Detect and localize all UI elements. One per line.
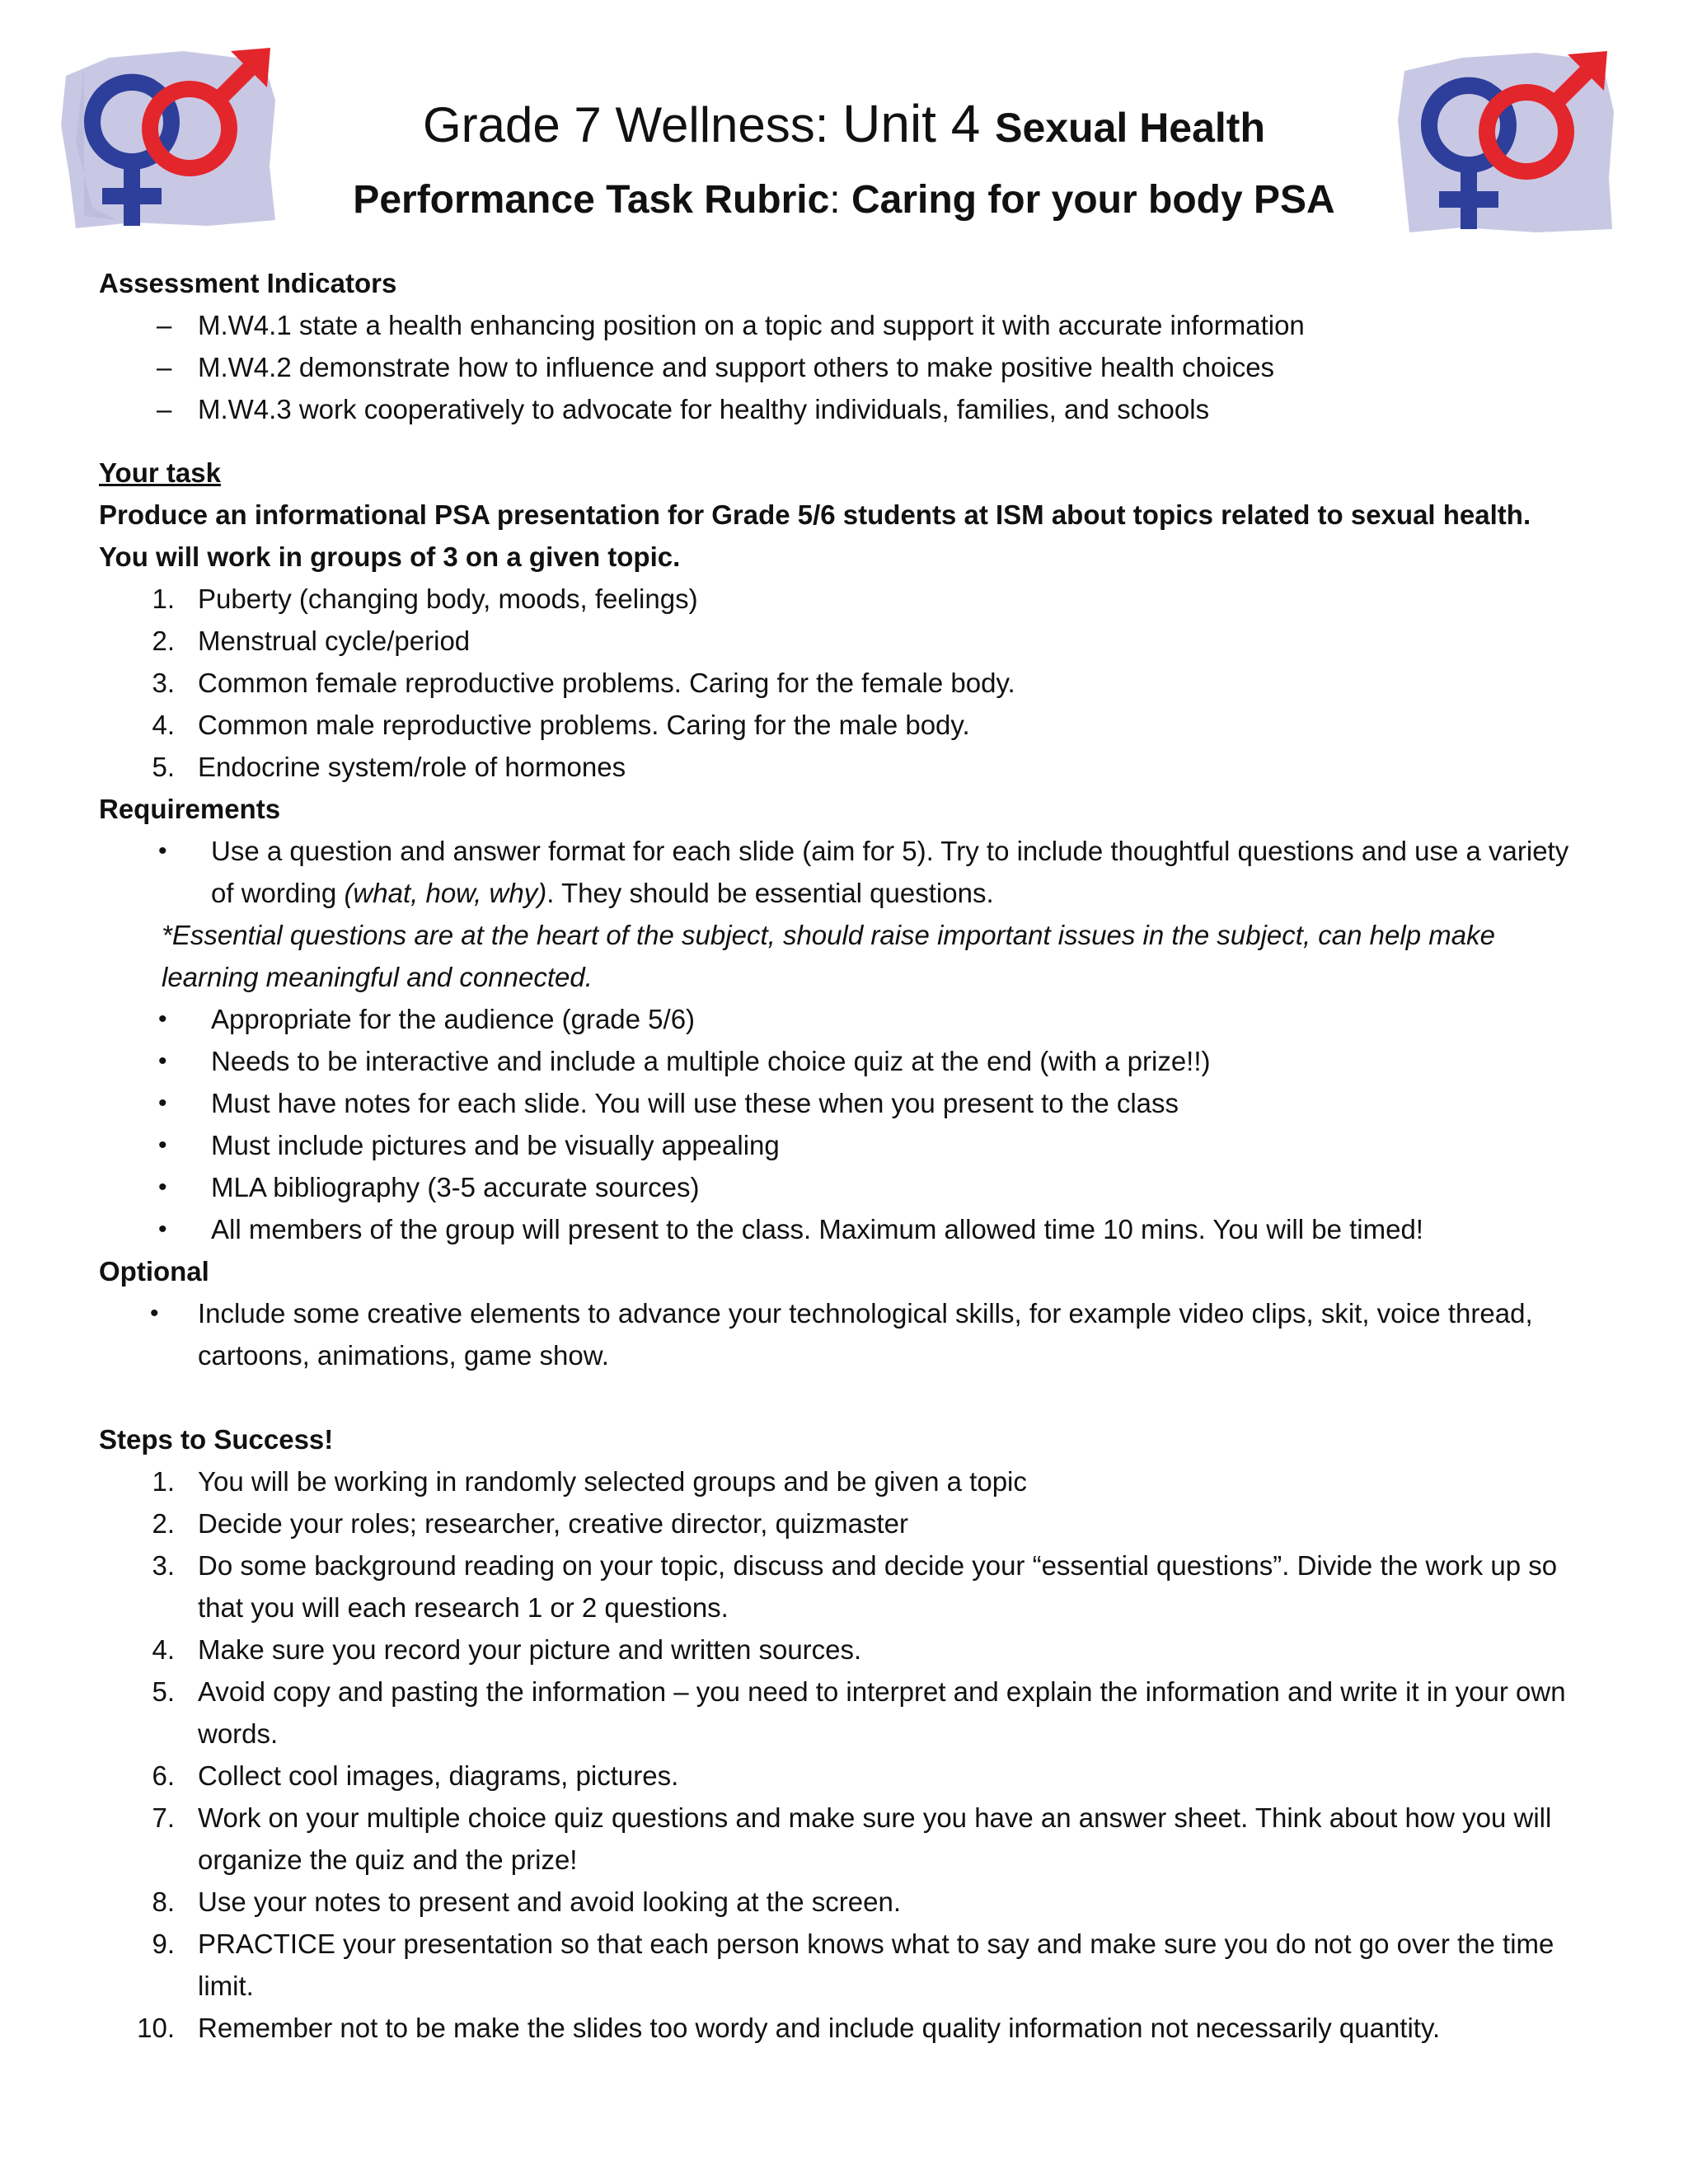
step-number: 1.: [152, 1466, 175, 1497]
step-item: [99, 1923, 1582, 2007]
step-text: You will be working in randomly selected groups and be given a topic: [198, 1466, 1027, 1497]
requirement-text: Must include pictures and be visually appealing: [211, 1130, 780, 1160]
assessment-item: [99, 388, 1582, 430]
steps-list: [99, 1460, 1582, 2049]
bullet-marker: •: [158, 1174, 167, 1201]
requirement-item: [99, 1124, 1582, 1166]
bullet-marker: •: [150, 1300, 159, 1327]
step-text: Do some background reading on your topic, discuss and decide your “essential questions”. Divide the work up so that you will each research 1 or 2 questions.: [198, 1550, 1558, 1623]
topic-item: [99, 662, 1582, 704]
topic-list: [99, 578, 1582, 788]
step-item: [99, 1671, 1582, 1755]
task-heading: Your task: [99, 457, 221, 488]
bullet-marker: •: [158, 1005, 167, 1033]
step-item: [99, 1881, 1582, 1923]
assessment-item-text: M.W4.1 state a health enhancing position on a topic and support it with accurate information: [198, 310, 1305, 340]
topic-number: 2.: [152, 626, 175, 656]
step-number: 9.: [152, 1929, 175, 1959]
topic-number: 3.: [152, 668, 175, 698]
subtitle-part-1: Performance Task Rubric: [353, 178, 830, 222]
step-text: Remember not to be make the slides too wordy and include quality information not necessarily quantity.: [198, 2013, 1441, 2043]
dash-marker: –: [157, 394, 172, 424]
topic-number: 5.: [152, 752, 175, 782]
title-part-2: Unit 4: [842, 94, 996, 153]
assessment-item: [99, 346, 1582, 388]
step-text: Collect cool images, diagrams, pictures.: [198, 1760, 679, 1791]
page-title: [0, 92, 1688, 156]
subtitle-part-3: Caring for your body PSA: [851, 178, 1335, 222]
requirement-text: Appropriate for the audience (grade 5/6): [211, 1004, 696, 1034]
requirement-text-a: Use a question and answer format for each slide (aim for 5). Try to include thoughtful questions and use a variety of wording: [211, 836, 1569, 908]
title-part-1: Grade 7 Wellness:: [423, 97, 843, 152]
topic-text: Common male reproductive problems. Caring for the male body.: [198, 710, 970, 740]
bullet-marker: •: [158, 837, 167, 865]
bullet-marker: •: [158, 1047, 167, 1075]
step-item: [99, 1629, 1582, 1671]
title-part-3: Sexual Health: [995, 105, 1265, 151]
dash-marker: –: [157, 310, 172, 340]
step-item: [99, 1460, 1582, 1502]
assessment-heading: Assessment Indicators: [99, 268, 397, 298]
essential-questions-note: *Essential questions are at the heart of the subject, should raise important issues in the subject, can help make learning meaningful and connected.: [162, 920, 1495, 992]
bullet-marker: •: [158, 1090, 167, 1117]
task-intro: Produce an informational PSA presentation for Grade 5/6 students at ISM about topics related to sexual health. You will work in groups of 3 on a given topic.: [99, 499, 1531, 572]
step-number: 2.: [152, 1508, 175, 1539]
optional-text: Include some creative elements to advance your technological skills, for example video clips, skit, voice thread, cartoons, animations, game show.: [198, 1298, 1533, 1371]
topic-text: Puberty (changing body, moods, feelings): [198, 583, 698, 614]
requirement-item: [99, 998, 1582, 1040]
step-text: Decide your roles; researcher, creative director, quizmaster: [198, 1508, 909, 1539]
assessment-item-text: M.W4.2 demonstrate how to influence and support others to make positive health choices: [198, 352, 1275, 382]
step-item: [99, 2007, 1582, 2049]
topic-text: Common female reproductive problems. Caring for the female body.: [198, 668, 1015, 698]
topic-item: [99, 746, 1582, 788]
requirement-text-italic: (what, how, why): [344, 878, 547, 908]
dash-marker: –: [157, 352, 172, 382]
requirements-list: [99, 830, 1582, 1250]
subtitle-part-2: :: [829, 178, 851, 222]
requirement-text: Must have notes for each slide. You will use these when you present to the class: [211, 1088, 1179, 1118]
step-number: 8.: [152, 1886, 175, 1917]
topic-item: [99, 578, 1582, 620]
topic-text: Endocrine system/role of hormones: [198, 752, 626, 782]
step-item: [99, 1502, 1582, 1544]
optional-list: [99, 1292, 1582, 1376]
requirement-item: [99, 1166, 1582, 1208]
step-item: [99, 1544, 1582, 1629]
requirement-item: [99, 1082, 1582, 1124]
step-number: 7.: [152, 1802, 175, 1833]
assessment-item: [99, 304, 1582, 346]
step-text: Work on your multiple choice quiz questions and make sure you have an answer sheet. Think about how you will organize the quiz and the prize!: [198, 1802, 1552, 1875]
page-subtitle: [0, 175, 1688, 226]
bullet-marker: •: [158, 1132, 167, 1159]
requirement-text: All members of the group will present to the class. Maximum allowed time 10 mins. You will be timed!: [211, 1214, 1423, 1244]
topic-item: [99, 704, 1582, 746]
requirement-item: [99, 1208, 1582, 1250]
step-text: Avoid copy and pasting the information – you need to interpret and explain the information and write it in your own words.: [198, 1676, 1566, 1749]
step-number: 4.: [152, 1634, 175, 1665]
requirement-item: [99, 830, 1582, 914]
step-text: PRACTICE your presentation so that each person knows what to say and make sure you do not go over the time limit.: [198, 1929, 1554, 2001]
assessment-item-text: M.W4.3 work cooperatively to advocate for healthy individuals, families, and schools: [198, 394, 1210, 424]
topic-text: Menstrual cycle/period: [198, 626, 471, 656]
requirement-text-b: . They should be essential questions.: [546, 878, 994, 908]
requirements-heading: Requirements: [99, 794, 281, 824]
requirement-text: MLA bibliography (3-5 accurate sources): [211, 1172, 700, 1202]
optional-item: [99, 1292, 1582, 1376]
step-number: 5.: [152, 1676, 175, 1707]
topic-item: [99, 620, 1582, 662]
step-number: 3.: [152, 1550, 175, 1581]
requirement-text: Needs to be interactive and include a multiple choice quiz at the end (with a prize!!): [211, 1046, 1211, 1076]
topic-number: 4.: [152, 710, 175, 740]
optional-heading: Optional: [99, 1256, 209, 1286]
topic-number: 1.: [152, 583, 175, 614]
steps-heading: Steps to Success!: [99, 1424, 334, 1455]
step-item: [99, 1755, 1582, 1797]
step-number: 6.: [152, 1760, 175, 1791]
bullet-marker: •: [158, 1216, 167, 1243]
assessment-list: [99, 304, 1582, 430]
step-text: Use your notes to present and avoid looking at the screen.: [198, 1886, 902, 1917]
step-number: 10.: [137, 2013, 175, 2043]
step-item: [99, 1797, 1582, 1881]
requirement-item: [99, 1040, 1582, 1082]
step-text: Make sure you record your picture and written sources.: [198, 1634, 862, 1665]
document-body: [99, 262, 1582, 2049]
